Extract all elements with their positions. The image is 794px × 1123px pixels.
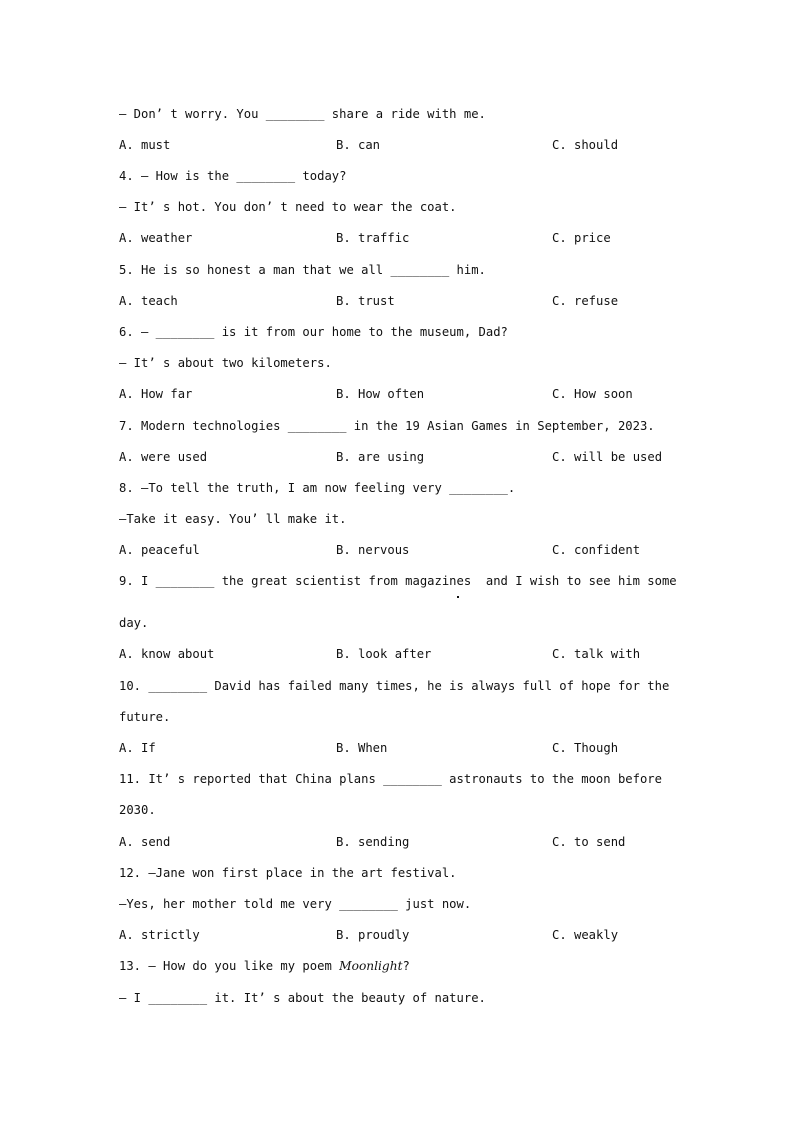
q11-question: 11. It’ s reported that China plans ________ astronauts to the moon before (119, 772, 662, 786)
q13-question-text: 13. — How do you like my poem (119, 959, 340, 973)
q13-question (119, 958, 410, 974)
q8-question: 8. —To tell the truth, I am now feeling very ________. (119, 481, 516, 495)
q7-question: 7. Modern technologies ________ in the 19 Asian Games in September, 2023. (119, 419, 655, 433)
q10-question-continued: future. (119, 710, 171, 724)
q12-options (119, 927, 679, 943)
q4-option-b: B. traffic (336, 231, 410, 245)
q11-option-a: A. send (119, 835, 171, 849)
q3-options (119, 137, 679, 153)
q4-option-c: C. price (552, 231, 611, 245)
q13-poem-title: Moonlight (339, 959, 403, 973)
q13-answer-line: — I ________ it. It’ s about the beauty of nature. (119, 991, 486, 1005)
q5-options (119, 293, 679, 309)
q3-answer-line: — Don’ t worry. You ________ share a ride with me. (119, 107, 486, 121)
q5-option-a: A. teach (119, 294, 178, 308)
q4-question: 4. — How is the ________ today? (119, 169, 347, 183)
q7-option-c: C. will be used (552, 450, 663, 464)
q5-option-b: B. trust (336, 294, 395, 308)
q6-option-b: B. How often (336, 387, 425, 401)
q12-option-a: A. strictly (119, 928, 200, 942)
q10-option-c: C. Though (552, 741, 619, 755)
q10-option-a: A. If (119, 741, 156, 755)
q11-options (119, 834, 679, 850)
q4-options (119, 230, 679, 246)
q5-option-c: C. refuse (552, 294, 619, 308)
q12-option-c: C. weakly (552, 928, 619, 942)
q9-options (119, 646, 679, 662)
q8-options (119, 542, 679, 558)
q5-question: 5. He is so honest a man that we all ________ him. (119, 263, 486, 277)
q6-question: 6. — ________ is it from our home to the museum, Dad? (119, 325, 508, 339)
q4-option-a: A. weather (119, 231, 193, 245)
q6-options (119, 386, 679, 402)
q9-option-c: C. talk with (552, 647, 641, 661)
q8-option-a: A. peaceful (119, 543, 200, 557)
q6-option-a: A. How far (119, 387, 193, 401)
q10-option-b: B. When (336, 741, 388, 755)
q11-question-continued: 2030. (119, 803, 156, 817)
q3-option-b: B. can (336, 138, 381, 152)
q6-answer-line: — It’ s about two kilometers. (119, 356, 332, 370)
q8-answer-line: —Take it easy. You’ ll make it. (119, 512, 347, 526)
q3-option-c: C. should (552, 138, 619, 152)
q3-option-a: A. must (119, 138, 171, 152)
q7-option-b: B. are using (336, 450, 425, 464)
q9-question-continued: day. (119, 616, 149, 630)
q10-options (119, 740, 679, 756)
q11-option-c: C. to send (552, 835, 626, 849)
q11-option-b: B. sending (336, 835, 410, 849)
q12-answer-line: —Yes, her mother told me very ________ just now. (119, 897, 472, 911)
q12-option-b: B. proudly (336, 928, 410, 942)
q8-option-c: C. confident (552, 543, 641, 557)
q10-question: 10. ________ David has failed many times, he is always full of hope for the (119, 679, 670, 693)
q9-option-a: A. know about (119, 647, 215, 661)
q9-question: 9. I ________ the great scientist from magazines and I wish to see him some (119, 574, 677, 588)
q7-options (119, 449, 679, 465)
q12-question: 12. —Jane won first place in the art festival. (119, 866, 457, 880)
q13-question-mark: ? (402, 959, 410, 973)
q9-option-b: B. look after (336, 647, 432, 661)
q7-option-a: A. were used (119, 450, 208, 464)
q8-option-b: B. nervous (336, 543, 410, 557)
q6-option-c: C. How soon (552, 387, 633, 401)
q4-answer-line: — It’ s hot. You don’ t need to wear the coat. (119, 200, 457, 214)
stray-dot-mark (457, 596, 459, 598)
